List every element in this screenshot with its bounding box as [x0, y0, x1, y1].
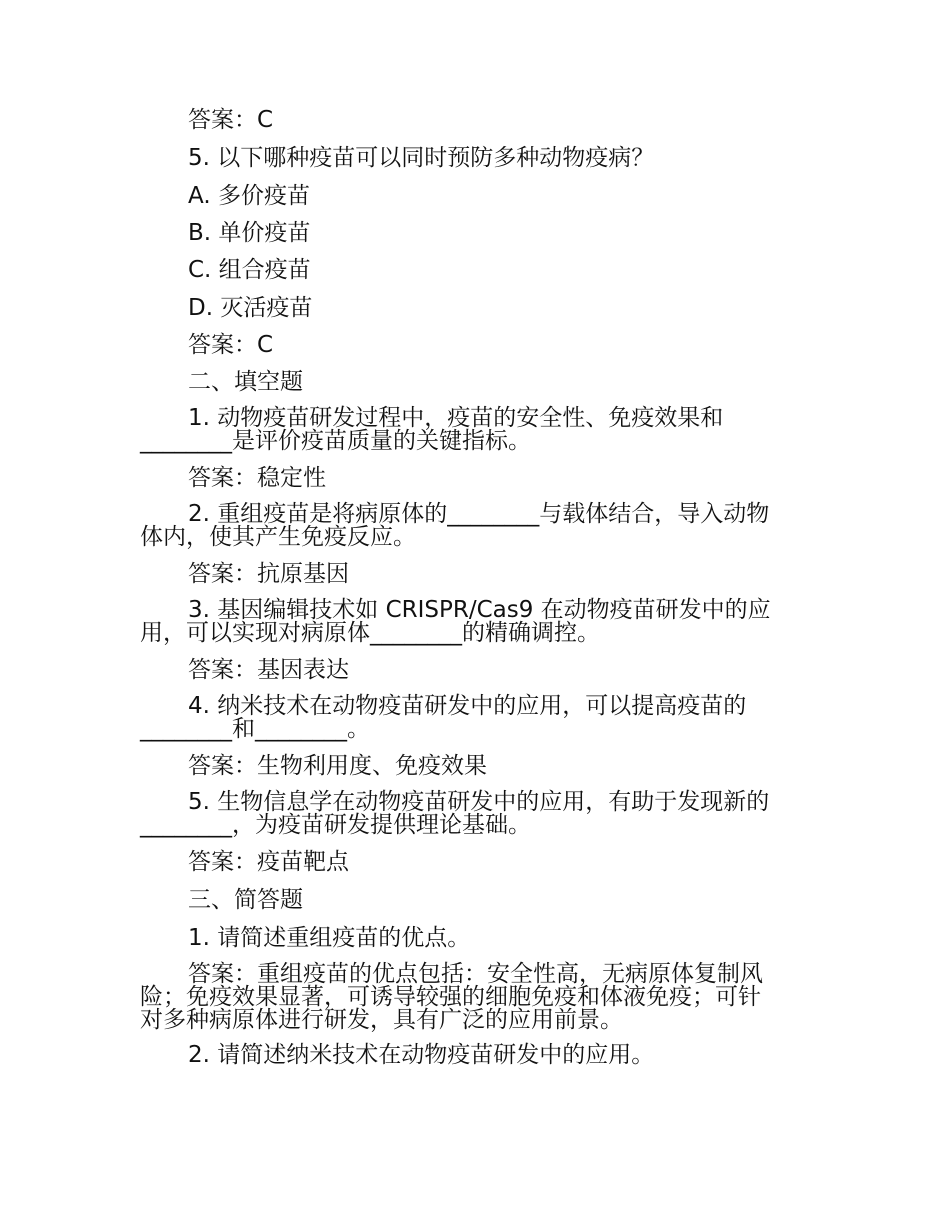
answer-line: 险；免疫效果显著，可诱导较强的细胞免疫和体液免疫；可针 [140, 984, 761, 1010]
question-line: ________是评价疫苗质量的关键指标。 [140, 428, 531, 454]
fill-question-2 [140, 503, 820, 549]
question-line: ________，为疫苗研发提供理论基础。 [140, 812, 531, 838]
question-line: 体内，使其产生免疫反应。 [140, 524, 416, 550]
section-heading: 二、填空题 [188, 369, 303, 395]
question-text: 1. 请简述重组疫苗的优点。 [188, 925, 471, 951]
question-text: 5. 以下哪种疫苗可以同时预防多种动物疫病？ [188, 145, 655, 171]
answer-line: 答案：C [188, 107, 274, 133]
question-line: 2. 重组疫苗是将病原体的________与载体结合，导入动物 [188, 501, 770, 527]
answer-line: 答案：生物利用度、免疫效果 [188, 753, 487, 779]
option-c: C. 组合疫苗 [188, 257, 311, 283]
question-line: 4. 纳米技术在动物疫苗研发中的应用，可以提高疫苗的 [188, 693, 747, 719]
answer-line: 答案：抗原基因 [188, 561, 349, 587]
short-answer-1 [140, 963, 820, 1032]
option-b: B. 单价疫苗 [188, 220, 311, 246]
question-line: 用，可以实现对病原体________的精确调控。 [140, 620, 600, 646]
option-d: D. 灭活疫苗 [188, 295, 313, 321]
answer-line: 答案：基因表达 [188, 657, 349, 683]
fill-question-3 [140, 599, 820, 645]
answer-line: 答案：重组疫苗的优点包括：安全性高，无病原体复制风 [188, 961, 763, 987]
question-line: 1. 动物疫苗研发过程中，疫苗的安全性、免疫效果和 [188, 405, 724, 431]
question-line: ________和________。 [140, 716, 370, 742]
question-line: 3. 基因编辑技术如 CRISPR/Cas9 在动物疫苗研发中的应 [188, 597, 771, 623]
answer-line: 答案：C [188, 332, 274, 358]
question-line: 5. 生物信息学在动物疫苗研发中的应用，有助于发现新的 [188, 789, 770, 815]
fill-question-4 [140, 695, 820, 741]
answer-line: 对多种病原体进行研发，具有广泛的应用前景。 [140, 1007, 623, 1033]
option-a: A. 多价疫苗 [188, 183, 310, 209]
answer-line: 答案：疫苗靶点 [188, 849, 349, 875]
question-text: 2. 请简述纳米技术在动物疫苗研发中的应用。 [188, 1042, 655, 1068]
fill-question-1 [140, 407, 820, 453]
section-heading: 三、简答题 [188, 887, 303, 913]
fill-question-5 [140, 791, 820, 837]
answer-line: 答案：稳定性 [188, 465, 326, 491]
